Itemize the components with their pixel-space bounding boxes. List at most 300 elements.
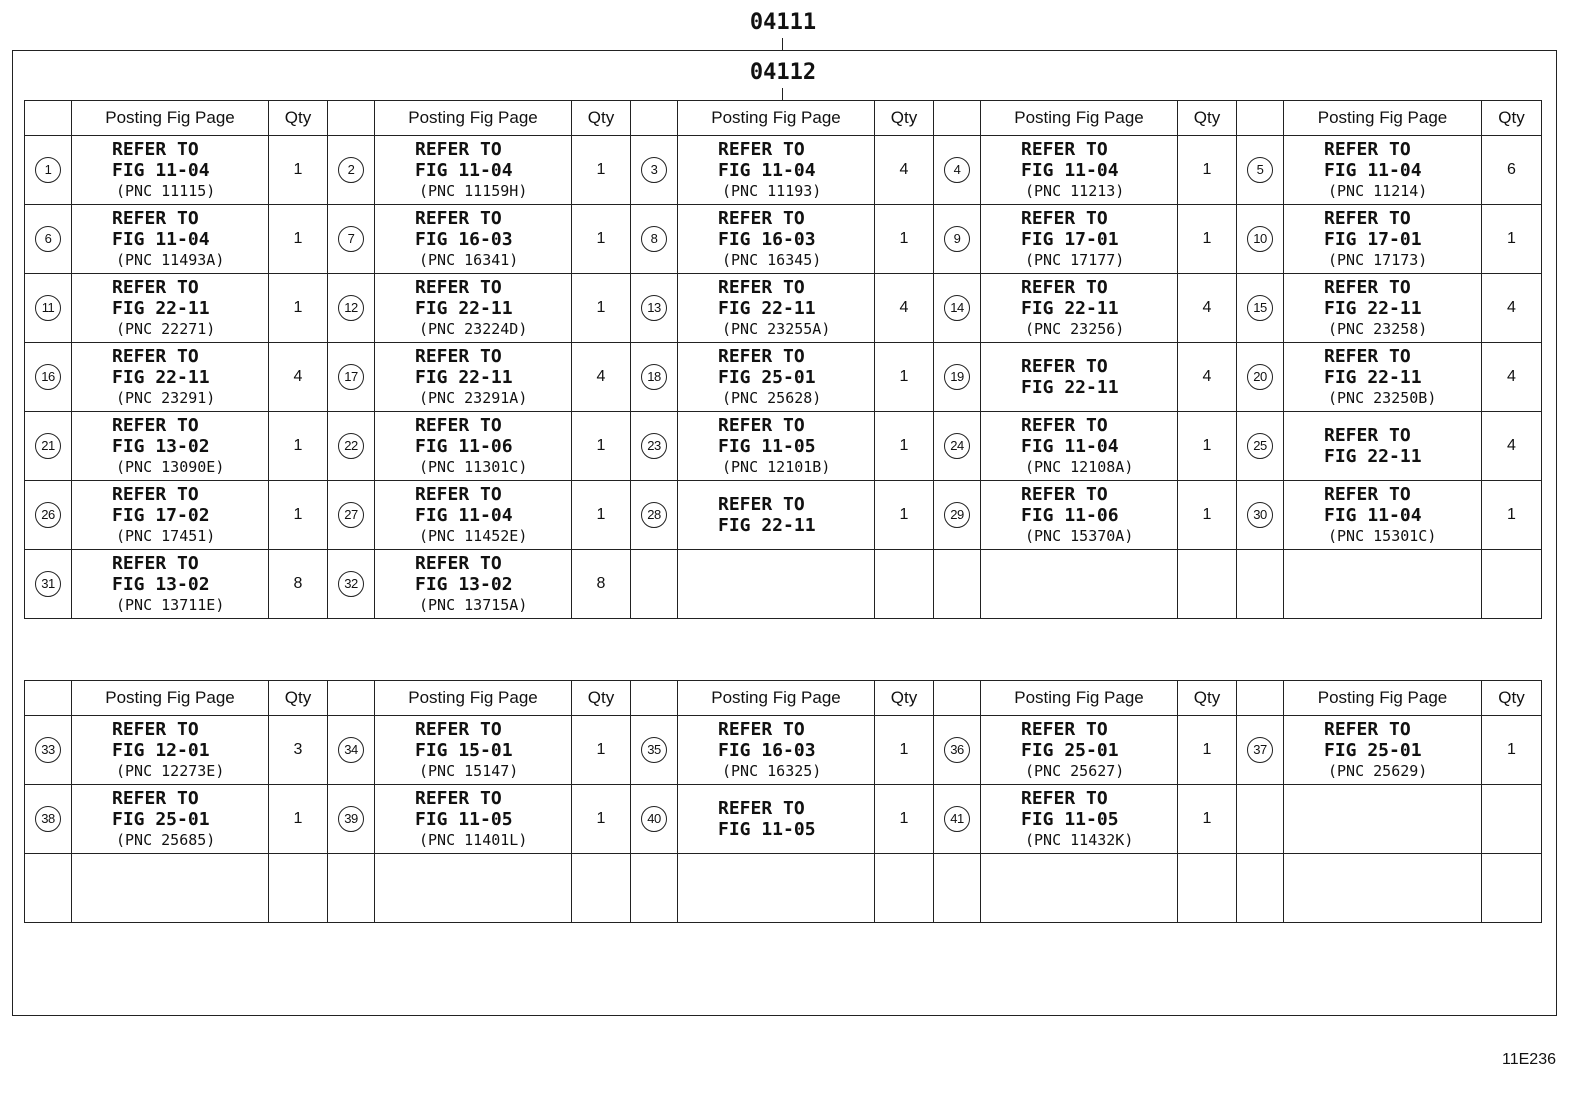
ref-number-cell [328, 550, 375, 619]
ref-number-circle: 12 [338, 295, 364, 321]
fig-page-text: FIG 22-11 [1324, 297, 1422, 319]
table-row [25, 274, 1542, 343]
qty-cell: 1 [1482, 481, 1542, 550]
pnc-text: (PNC 13715A) [419, 595, 528, 614]
posting-cell [72, 854, 269, 923]
ref-number-cell [1237, 412, 1284, 481]
qty-cell: 1 [1482, 205, 1542, 274]
refer-to-text: REFER TO [112, 483, 199, 505]
fig-page-text: FIG 11-05 [718, 819, 816, 840]
refer-to-text: REFER TO [415, 138, 502, 160]
refer-to-text: REFER TO [1021, 414, 1108, 436]
pnc-text: (PNC 22271) [116, 319, 216, 338]
qty-cell: 1 [269, 785, 328, 854]
qty-cell: 1 [875, 205, 934, 274]
ref-number-cell [934, 136, 981, 205]
ref-number-circle: 35 [641, 737, 667, 763]
ref-number-cell [631, 343, 678, 412]
refer-to-text: REFER TO [1021, 787, 1108, 809]
qty-cell [1482, 550, 1542, 619]
pnc-text: (PNC 23250B) [1328, 388, 1437, 407]
ref-number-cell [328, 785, 375, 854]
pnc-text: (PNC 11452E) [419, 526, 528, 545]
posting-cell [678, 136, 875, 205]
posting-cell [981, 274, 1178, 343]
ref-number-circle: 27 [338, 502, 364, 528]
fig-page-text: FIG 13-02 [112, 573, 210, 595]
qty-cell: 8 [572, 550, 631, 619]
header-posting: Posting Fig Page [981, 101, 1178, 136]
qty-cell: 1 [1178, 481, 1237, 550]
ref-number-circle: 29 [944, 502, 970, 528]
ref-number-circle: 37 [1247, 737, 1273, 763]
ref-number-cell [1237, 785, 1284, 854]
refer-to-text: REFER TO [415, 718, 502, 740]
qty-cell: 4 [1482, 274, 1542, 343]
header-blank [1237, 101, 1284, 136]
posting-cell [1284, 854, 1482, 923]
header-qty: Qty [875, 681, 934, 716]
refer-to-text: REFER TO [112, 276, 199, 298]
qty-cell [269, 854, 328, 923]
ref-number-circle: 38 [35, 806, 61, 832]
header-posting: Posting Fig Page [1284, 101, 1482, 136]
header-blank [631, 101, 678, 136]
pnc-text: (PNC 23291) [116, 388, 216, 407]
header-qty: Qty [1482, 101, 1542, 136]
refer-to-text: REFER TO [112, 138, 199, 160]
qty-cell: 1 [269, 412, 328, 481]
ref-number-cell [934, 205, 981, 274]
posting-cell [72, 550, 269, 619]
fig-page-text: FIG 22-11 [415, 297, 513, 319]
table-row [25, 785, 1542, 854]
posting-cell [72, 716, 269, 785]
fig-page-text: FIG 16-03 [415, 228, 513, 250]
posting-cell [1284, 785, 1482, 854]
ref-number-cell [631, 205, 678, 274]
ref-number-circle: 3 [641, 157, 667, 183]
qty-cell: 1 [1482, 716, 1542, 785]
fig-page-text: FIG 22-11 [1021, 377, 1119, 398]
header-qty: Qty [1178, 681, 1237, 716]
pnc-text: (PNC 25627) [1025, 761, 1125, 780]
ref-number-cell [328, 854, 375, 923]
table-row [25, 854, 1542, 923]
diagram-id: 11E236 [1502, 1051, 1556, 1068]
qty-cell: 1 [572, 481, 631, 550]
ref-number-cell [934, 274, 981, 343]
qty-cell: 1 [572, 205, 631, 274]
ref-number-cell [25, 343, 72, 412]
refer-to-text: REFER TO [718, 798, 805, 819]
ref-number-cell [631, 412, 678, 481]
ref-number-cell [934, 785, 981, 854]
table-row [25, 343, 1542, 412]
posting-cell [72, 274, 269, 343]
ref-number-circle: 7 [338, 226, 364, 252]
ref-number-cell [1237, 343, 1284, 412]
qty-cell [1482, 854, 1542, 923]
refer-to-text: REFER TO [1021, 483, 1108, 505]
pnc-text: (PNC 11115) [116, 181, 216, 200]
posting-cell [375, 854, 572, 923]
ref-number-cell [1237, 716, 1284, 785]
ref-number-cell [631, 481, 678, 550]
posting-cell [72, 343, 269, 412]
header-posting: Posting Fig Page [72, 681, 269, 716]
ref-number-cell [25, 274, 72, 343]
header-row [25, 681, 1542, 716]
qty-cell: 4 [875, 136, 934, 205]
fig-page-text: FIG 22-11 [1324, 366, 1422, 388]
parts-table-2 [24, 680, 1542, 923]
leader-line [782, 38, 783, 50]
posting-cell [981, 854, 1178, 923]
pnc-text: (PNC 16325) [722, 761, 822, 780]
posting-cell [72, 481, 269, 550]
posting-cell [1284, 205, 1482, 274]
header-posting: Posting Fig Page [72, 101, 269, 136]
ref-number-circle: 10 [1247, 226, 1273, 252]
pnc-text: (PNC 25685) [116, 830, 216, 849]
ref-number-cell [25, 412, 72, 481]
pnc-text: (PNC 15370A) [1025, 526, 1134, 545]
qty-cell: 1 [1178, 716, 1237, 785]
qty-cell [875, 550, 934, 619]
fig-page-text: FIG 11-05 [1021, 808, 1119, 830]
posting-cell [678, 274, 875, 343]
header-posting: Posting Fig Page [678, 681, 875, 716]
ref-number-cell [631, 274, 678, 343]
header-row [25, 101, 1542, 136]
ref-number-cell [25, 136, 72, 205]
fig-page-text: FIG 22-11 [1324, 446, 1422, 467]
fig-page-text: FIG 25-01 [1021, 739, 1119, 761]
ref-number-circle: 17 [338, 364, 364, 390]
header-qty: Qty [572, 101, 631, 136]
pnc-text: (PNC 25629) [1328, 761, 1428, 780]
refer-to-text: REFER TO [1324, 425, 1411, 446]
fig-page-text: FIG 11-05 [718, 435, 816, 457]
refer-to-text: REFER TO [1021, 276, 1108, 298]
refer-to-text: REFER TO [718, 276, 805, 298]
fig-page-text: FIG 17-01 [1324, 228, 1422, 250]
ref-number-cell [631, 716, 678, 785]
ref-number-circle: 41 [944, 806, 970, 832]
ref-number-cell [1237, 205, 1284, 274]
qty-cell: 1 [1178, 785, 1237, 854]
ref-number-circle: 2 [338, 157, 364, 183]
posting-cell [678, 205, 875, 274]
pnc-text: (PNC 23291A) [419, 388, 528, 407]
posting-cell [1284, 481, 1482, 550]
posting-cell [375, 274, 572, 343]
qty-cell: 4 [1482, 412, 1542, 481]
refer-to-text: REFER TO [415, 552, 502, 574]
fig-page-text: FIG 25-01 [1324, 739, 1422, 761]
header-qty: Qty [269, 101, 328, 136]
fig-page-text: FIG 11-04 [1021, 159, 1119, 181]
posting-cell [72, 136, 269, 205]
ref-number-cell [631, 136, 678, 205]
qty-cell: 3 [269, 716, 328, 785]
qty-cell: 1 [572, 412, 631, 481]
posting-cell [375, 716, 572, 785]
leader-line [782, 88, 783, 100]
ref-number-cell [328, 412, 375, 481]
pnc-text: (PNC 11193) [722, 181, 822, 200]
posting-cell [1284, 343, 1482, 412]
ref-number-cell [25, 785, 72, 854]
qty-cell: 4 [1178, 343, 1237, 412]
refer-to-text: REFER TO [718, 345, 805, 367]
posting-cell [1284, 412, 1482, 481]
refer-to-text: REFER TO [415, 345, 502, 367]
fig-page-text: FIG 16-03 [718, 228, 816, 250]
ref-number-circle: 1 [35, 157, 61, 183]
ref-number-circle: 25 [1247, 433, 1273, 459]
pnc-text: (PNC 12108A) [1025, 457, 1134, 476]
ref-number-cell [1237, 854, 1284, 923]
qty-cell [1482, 785, 1542, 854]
refer-to-text: REFER TO [112, 345, 199, 367]
ref-number-cell [328, 274, 375, 343]
header-blank [1237, 681, 1284, 716]
ref-number-cell [328, 136, 375, 205]
ref-number-circle: 4 [944, 157, 970, 183]
refer-to-text: REFER TO [112, 552, 199, 574]
posting-cell [375, 343, 572, 412]
ref-number-circle: 36 [944, 737, 970, 763]
qty-cell: 4 [1482, 343, 1542, 412]
fig-page-text: FIG 11-04 [1021, 435, 1119, 457]
posting-cell [678, 412, 875, 481]
refer-to-text: REFER TO [1324, 718, 1411, 740]
pnc-text: (PNC 25628) [722, 388, 822, 407]
qty-cell: 1 [269, 274, 328, 343]
qty-cell: 1 [875, 343, 934, 412]
refer-to-text: REFER TO [415, 787, 502, 809]
posting-cell [375, 785, 572, 854]
ref-number-cell [934, 550, 981, 619]
ref-number-cell [25, 205, 72, 274]
ref-number-circle: 21 [35, 433, 61, 459]
qty-cell: 1 [572, 785, 631, 854]
fig-page-text: FIG 13-02 [112, 435, 210, 457]
pnc-text: (PNC 13090E) [116, 457, 225, 476]
ref-number-circle: 11 [35, 295, 61, 321]
ref-number-cell [25, 716, 72, 785]
header-qty: Qty [1178, 101, 1237, 136]
posting-cell [375, 550, 572, 619]
header-posting: Posting Fig Page [981, 681, 1178, 716]
refer-to-text: REFER TO [112, 207, 199, 229]
refer-to-text: REFER TO [1324, 345, 1411, 367]
fig-page-text: FIG 17-01 [1021, 228, 1119, 250]
refer-to-text: REFER TO [718, 414, 805, 436]
fig-page-text: FIG 11-06 [1021, 504, 1119, 526]
table-row [25, 550, 1542, 619]
header-blank [25, 101, 72, 136]
table-row [25, 412, 1542, 481]
ref-number-cell [1237, 550, 1284, 619]
qty-cell: 1 [875, 785, 934, 854]
ref-number-circle: 32 [338, 571, 364, 597]
ref-number-circle: 8 [641, 226, 667, 252]
refer-to-text: REFER TO [718, 138, 805, 160]
qty-cell: 4 [572, 343, 631, 412]
posting-cell [981, 343, 1178, 412]
header-qty: Qty [875, 101, 934, 136]
ref-number-circle: 22 [338, 433, 364, 459]
ref-number-cell [631, 854, 678, 923]
ref-number-cell [328, 716, 375, 785]
fig-page-text: FIG 22-11 [1021, 297, 1119, 319]
qty-cell: 4 [875, 274, 934, 343]
qty-cell: 1 [269, 136, 328, 205]
header-blank [328, 681, 375, 716]
ref-number-circle: 24 [944, 433, 970, 459]
refer-to-text: REFER TO [415, 207, 502, 229]
ref-number-cell [631, 550, 678, 619]
ref-number-circle: 20 [1247, 364, 1273, 390]
header-qty: Qty [269, 681, 328, 716]
posting-cell [375, 481, 572, 550]
ref-number-circle: 19 [944, 364, 970, 390]
ref-number-cell [631, 785, 678, 854]
ref-number-cell [1237, 481, 1284, 550]
ref-number-circle: 39 [338, 806, 364, 832]
ref-number-cell [934, 343, 981, 412]
posting-cell [72, 205, 269, 274]
posting-cell [678, 481, 875, 550]
fig-page-text: FIG 22-11 [112, 366, 210, 388]
qty-cell: 8 [269, 550, 328, 619]
header-posting: Posting Fig Page [375, 681, 572, 716]
ref-number-circle: 30 [1247, 502, 1273, 528]
pnc-text: (PNC 11493A) [116, 250, 225, 269]
label-04111: 04111 [749, 10, 817, 35]
posting-cell [678, 716, 875, 785]
header-qty: Qty [1482, 681, 1542, 716]
ref-number-circle: 15 [1247, 295, 1273, 321]
posting-cell [678, 343, 875, 412]
ref-number-cell [25, 550, 72, 619]
fig-page-text: FIG 11-06 [415, 435, 513, 457]
pnc-text: (PNC 23258) [1328, 319, 1428, 338]
qty-cell: 1 [572, 136, 631, 205]
posting-cell [1284, 550, 1482, 619]
posting-cell [72, 785, 269, 854]
ref-number-cell [328, 343, 375, 412]
fig-page-text: FIG 22-11 [112, 297, 210, 319]
refer-to-text: REFER TO [112, 787, 199, 809]
refer-to-text: REFER TO [1021, 138, 1108, 160]
refer-to-text: REFER TO [1324, 207, 1411, 229]
pnc-text: (PNC 17177) [1025, 250, 1125, 269]
fig-page-text: FIG 11-04 [1324, 159, 1422, 181]
pnc-text: (PNC 11159H) [419, 181, 528, 200]
posting-cell [981, 412, 1178, 481]
header-blank [934, 681, 981, 716]
ref-number-circle: 5 [1247, 157, 1273, 183]
pnc-text: (PNC 17451) [116, 526, 216, 545]
pnc-text: (PNC 12101B) [722, 457, 831, 476]
posting-cell [375, 412, 572, 481]
fig-page-text: FIG 12-01 [112, 739, 210, 761]
fig-page-text: FIG 11-04 [1324, 504, 1422, 526]
refer-to-text: REFER TO [112, 414, 199, 436]
refer-to-text: REFER TO [718, 718, 805, 740]
qty-cell: 1 [875, 716, 934, 785]
posting-cell [981, 716, 1178, 785]
table-row [25, 481, 1542, 550]
ref-number-cell [934, 854, 981, 923]
header-blank [631, 681, 678, 716]
fig-page-text: FIG 25-01 [112, 808, 210, 830]
refer-to-text: REFER TO [718, 494, 805, 515]
fig-page-text: FIG 22-11 [718, 297, 816, 319]
header-posting: Posting Fig Page [678, 101, 875, 136]
ref-number-circle: 6 [35, 226, 61, 252]
ref-number-circle: 31 [35, 571, 61, 597]
table-row [25, 136, 1542, 205]
fig-page-text: FIG 22-11 [718, 515, 816, 536]
posting-cell [678, 550, 875, 619]
fig-page-text: FIG 13-02 [415, 573, 513, 595]
pnc-text: (PNC 11214) [1328, 181, 1428, 200]
posting-cell [1284, 716, 1482, 785]
qty-cell [1178, 550, 1237, 619]
pnc-text: (PNC 15301C) [1328, 526, 1437, 545]
ref-number-cell [934, 716, 981, 785]
header-blank [25, 681, 72, 716]
fig-page-text: FIG 22-11 [415, 366, 513, 388]
posting-cell [1284, 274, 1482, 343]
fig-page-text: FIG 11-04 [415, 504, 513, 526]
posting-cell [375, 136, 572, 205]
ref-number-cell [934, 412, 981, 481]
pnc-text: (PNC 16345) [722, 250, 822, 269]
refer-to-text: REFER TO [415, 276, 502, 298]
qty-cell: 4 [1178, 274, 1237, 343]
ref-number-circle: 18 [641, 364, 667, 390]
ref-number-cell [1237, 136, 1284, 205]
refer-to-text: REFER TO [112, 718, 199, 740]
refer-to-text: REFER TO [1324, 276, 1411, 298]
fig-page-text: FIG 11-04 [415, 159, 513, 181]
header-blank [328, 101, 375, 136]
qty-cell: 1 [1178, 136, 1237, 205]
pnc-text: (PNC 17173) [1328, 250, 1428, 269]
fig-page-text: FIG 17-02 [112, 504, 210, 526]
posting-cell [678, 785, 875, 854]
label-04112: 04112 [749, 60, 817, 85]
refer-to-text: REFER TO [415, 483, 502, 505]
fig-page-text: FIG 11-04 [112, 228, 210, 250]
pnc-text: (PNC 23256) [1025, 319, 1125, 338]
pnc-text: (PNC 13711E) [116, 595, 225, 614]
ref-number-circle: 28 [641, 502, 667, 528]
ref-number-circle: 33 [35, 737, 61, 763]
posting-cell [981, 205, 1178, 274]
refer-to-text: REFER TO [1324, 138, 1411, 160]
posting-cell [375, 205, 572, 274]
ref-number-cell [25, 854, 72, 923]
ref-number-circle: 13 [641, 295, 667, 321]
pnc-text: (PNC 11301C) [419, 457, 528, 476]
